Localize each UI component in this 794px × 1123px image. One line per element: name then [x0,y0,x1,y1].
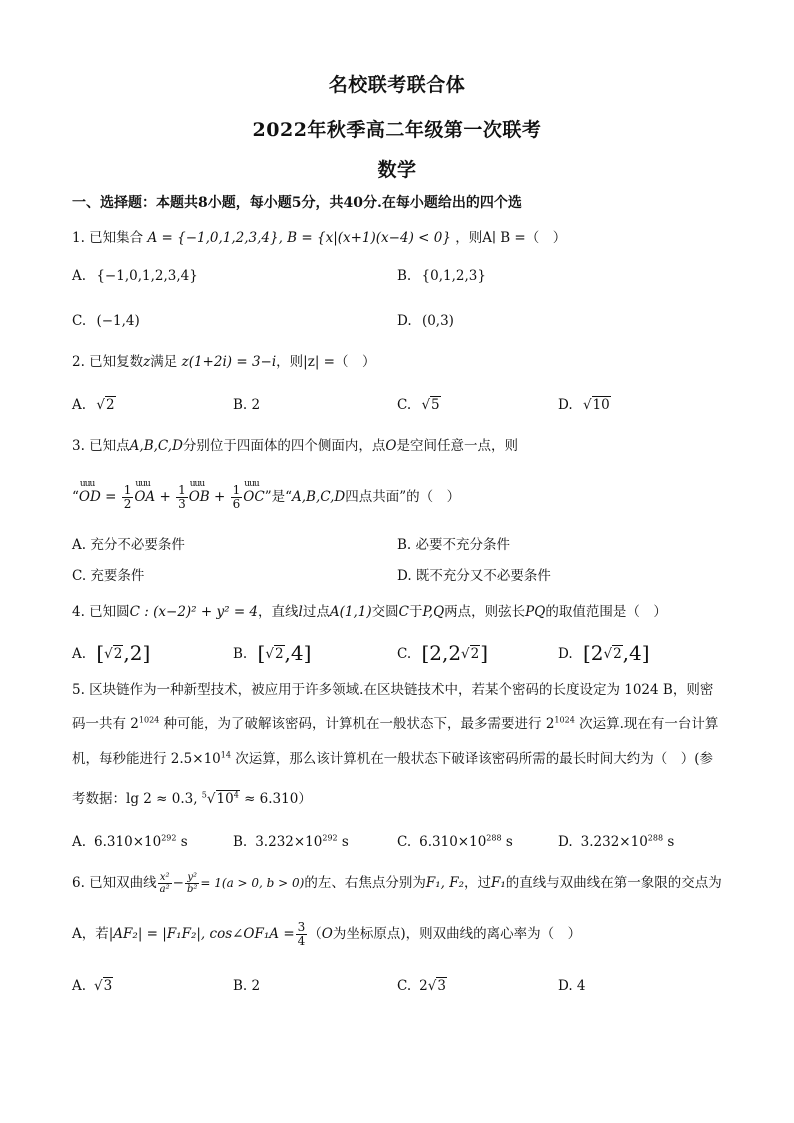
q4-line: l [298,604,303,620]
option-label: C. [397,646,412,662]
q4-points: P,Q [422,604,445,620]
q4-text: 过点 [302,604,330,620]
q2-mid: 满足 [150,354,178,370]
q4-point: A(1,1) [329,604,372,620]
q1-option-b[interactable] [397,266,486,286]
q4-text: 交圆 [371,604,399,620]
option-value: 2 [105,397,115,413]
option-label: B. [233,646,248,662]
q6-option-b[interactable]: B. 2 [233,978,261,994]
question-1 [72,228,566,248]
question-6-line-2: A，若|AF₂| = |F₁F₂|, cos∠OF₁A = $\frac{3}{4}$ （O为坐标原点)，则双曲线的离心率为（ ） [72,920,582,948]
option-value: (−1,4) [96,313,140,329]
q3-points: A,B,C,D [292,489,346,505]
q3-text: 3. 已知点 [72,438,130,454]
option-value: 5 [431,397,440,413]
question-4 [72,602,667,622]
option-value: {−1,0,1,2,3,4} [96,268,198,284]
vector-od: uuu OD [79,480,101,514]
vector-ob: uuu OB [189,480,210,514]
option-label: A. [72,397,87,413]
q1-option-d[interactable] [397,311,454,331]
q4-text: 两点，则弦长 [444,604,526,620]
q1-sets: A = {−1,0,1,2,3,4}, B = {x|(x+1)(x−4) < 0} [147,230,451,246]
page-title: 名校联考联合体 [328,74,466,96]
question-3-line-2 [72,480,460,514]
q1-suffix: ，则A∣ B =（ ） [455,230,567,246]
quote-mark: “ [72,489,79,505]
q3-text: 四点共面”的（ ） [345,489,461,505]
q4-circle: C [398,604,409,620]
q3-option-d[interactable]: D. 既不充分又不必要条件 [397,568,551,584]
q2-option-c[interactable]: C. √5 [397,397,440,413]
q1-prefix: 1. 已知集合 [72,230,144,246]
q5-option-c[interactable]: C. $6.310\times 10^{288}$ s [397,833,513,850]
fraction-sixth: $\frac{1}{6}$ [232,483,241,511]
question-2 [72,352,375,372]
q5-option-a[interactable]: A. $6.310\times 10^{292}$ s [72,833,188,850]
q2-var: z [143,354,151,370]
question-5-line-2: 码一共有 $2^{1024}$ 种可能，为了破解该密码，计算机在一般状态下，最多需要进行 $2^{1024}$ 次运算.现在有一台计算 [72,715,719,732]
option-value: (0,3) [421,313,454,329]
q6-option-a[interactable]: A. √3 [72,978,113,994]
question-5-line-4: 考数据：lg 2 ≈ 0.3, $^5√10^4 \approx 6.310$） [72,790,312,807]
q4-circle-equation: C : (x−2)² + y² = 4 [129,604,259,620]
option-value: {0,1,2,3} [421,268,486,284]
option-label: D. [558,646,573,662]
plus-sign: + [214,489,226,505]
question-5-line-1: 5. 区块链作为一种新型技术，被应用于许多领域.在区块链技术中，若某个密码的长度设定为 1024 B，则密 [72,682,714,698]
option-label: D. [397,313,412,329]
q3-option-c[interactable]: C. 充要条件 [72,568,145,584]
q5-option-b[interactable]: B. $3.232\times 10^{292}$ s [233,833,349,850]
option-label: C. [397,397,412,413]
subject-title: 数学 [377,159,417,181]
question-5-line-3: 机，每秒能进行 $2.5\times 10^{14}$ 次运算，那么该计算机在一般状态下破译该密码所需的最长时间大约为（ ）(参 [72,750,714,767]
page-subtitle: 2022年秋季高二年级第一次联考 [252,119,542,141]
q2-equation: z(1+2i) = 3−i [181,354,277,370]
q2-option-d[interactable]: D. √10 [558,397,610,413]
q3-option-b[interactable]: B. 必要不充分条件 [397,537,511,553]
q4-option-c[interactable]: C. [2,2√2] [397,641,489,665]
option-label: B. [397,268,412,284]
q4-text: 的取值范围是（ ） [545,604,667,620]
fraction-third: $\frac{1}{3}$ [178,483,186,511]
q2-prefix: 2. 已知复数 [72,354,144,370]
q5-option-d[interactable]: D. $3.232\times 10^{288}$ s [558,833,675,850]
vector-oa: uuu OA [134,480,155,514]
q4-option-d[interactable]: D. [2√2,4] [558,641,650,665]
q1-option-c[interactable] [72,311,140,331]
question-3-line-1 [72,436,518,456]
q1-option-a[interactable] [72,266,198,286]
q6-option-d[interactable]: D. 4 [558,978,586,994]
q3-option-a[interactable]: A. 充分不必要条件 [72,537,185,553]
option-label: B. 2 [233,397,261,413]
q4-text: ，直线 [258,604,299,620]
q2-option-b[interactable] [233,395,260,415]
q2-option-a[interactable]: A. √2 [72,397,115,413]
question-6-line-1: 6. 已知双曲线 $\frac{\text{x²}}{\text{a²}}$ − $\frac{\text{y²}}{\text{b²}}$ = 1(a > 0, b > 0)的左、右焦点分别为F₁, F₂，过F₁的直线与双曲线在第一象限的交点为 [72,872,722,895]
equals-sign: = [105,489,117,505]
option-label: A. [72,268,87,284]
q4-text: 于 [408,604,423,620]
q3-origin: O [385,438,397,454]
q3-text: 分别位于四面体的四个侧面内，点 [182,438,386,454]
q4-chord: PQ [525,604,546,620]
plus-sign: + [159,489,171,505]
q4-option-a[interactable]: A. [√2,2] [72,641,151,665]
q4-text: 4. 已知圆 [72,604,130,620]
q6-option-c[interactable]: C. 2√3 [397,978,446,994]
section-heading: 一、选择题：本题共8小题，每小题5分，共40分.在每小题给出的四个选 [72,195,522,211]
q4-option-b[interactable]: B. [√2,4] [233,641,312,665]
option-label: D. [558,397,573,413]
q2-suffix: ，则|z| =（ ） [276,354,376,370]
q3-text: 是空间任意一点，则 [396,438,518,454]
option-label: A. [72,646,87,662]
q3-points: A,B,C,D [129,438,183,454]
vector-oc: uuu OC [243,480,264,514]
q3-text: ”是“ [264,489,292,505]
fraction-half: $\frac{1}{2}$ [123,483,132,511]
option-label: C. [72,313,87,329]
option-value: 10 [592,397,610,413]
